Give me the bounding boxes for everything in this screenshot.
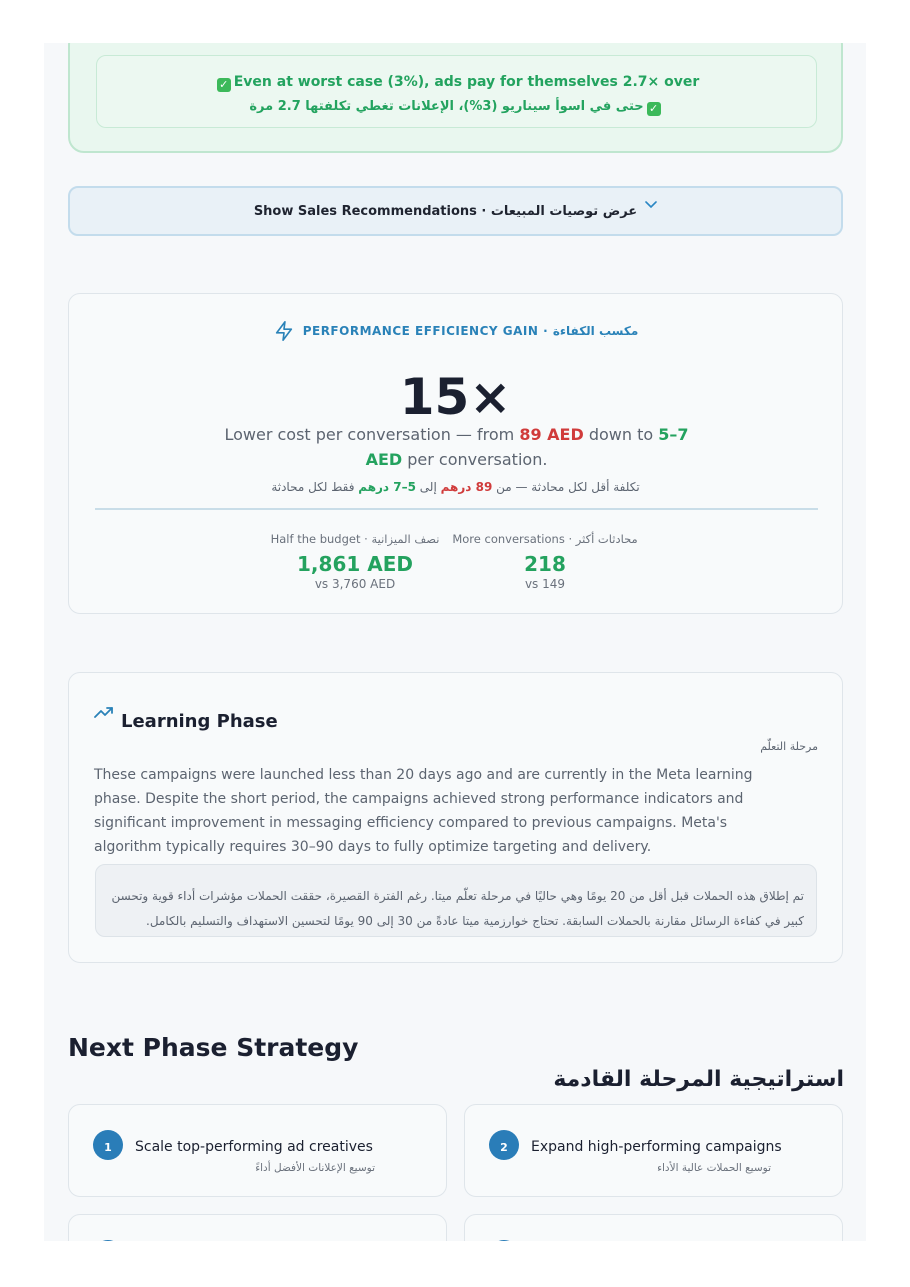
new-cost-value: 5–7 AED <box>365 425 689 469</box>
step-number-badge <box>93 1240 123 1241</box>
stat-comparison: vs 149 <box>524 577 566 591</box>
conversations-stat <box>449 532 641 591</box>
step-title-ar: توسيع الإعلانات الأفضل أداءً <box>255 1162 375 1174</box>
next-phase-title-ar: استراتيجية المرحلة القادمة <box>553 1067 844 1092</box>
stat-comparison: vs 3,760 AED <box>314 577 396 591</box>
desc-suffix: per conversation. <box>402 450 548 469</box>
stat-value: 218 <box>524 552 566 576</box>
next-phase-title: Next Phase Strategy <box>68 1033 359 1062</box>
performance-efficiency-card <box>68 293 843 614</box>
step-title: Expand high-performing campaigns <box>531 1139 782 1155</box>
ar-old-cost-value: 89 درهم <box>440 480 493 494</box>
step-title-ar: توسيع الحملات عالية الأداء <box>657 1162 771 1174</box>
learning-phase-body: These campaigns were launched less than 20 days ago and are currently in the Meta learning phase. Despite the short period, the campaigns achieved strong performance indicators and significant improvement in messaging efficiency compared to previous campaigns. Meta's algorithm typically requires 30–90 days to fully optimize targeting and delivery. <box>94 767 753 855</box>
chevron-down-icon <box>645 198 657 213</box>
ar-new-cost-value: 5–7 درهم <box>358 480 416 494</box>
worst-case-text-ar: حتى في اسوأ سيناريو (3%)، الإعلانات تغطي تكلفتها 2.7 مرة <box>249 99 644 114</box>
step-number-badge <box>489 1240 519 1241</box>
performance-title: PERFORMANCE EFFICIENCY GAIN · مكسب الكفاءة <box>302 324 639 338</box>
performance-header <box>69 319 842 343</box>
worst-case-text-en: Even at worst case (3%), ads pay for themselves 2.7× over <box>233 74 700 90</box>
show-sales-recommendations-button[interactable] <box>68 186 843 236</box>
strategy-step-card[interactable] <box>68 1104 447 1197</box>
learning-phase-body-ar: تم إطلاق هذه الحملات قبل أقل من 20 يومًا وهي حاليًا في مرحلة تعلّم ميتا. رغم الفترة القصيرة، حققت الحملات مؤشرات أداء قوية وتحسن كبير في كفاءة الرسائل مقارنة بالحملات السابقة. تحتاج خوارزمية ميتا عادةً من 30 إلى 90 يومًا لتحسين الاستهداف والتسليم بالكامل. <box>95 864 817 937</box>
worst-case-line-ar <box>97 99 816 116</box>
ar-desc-prefix: تكلفة أقل لكل محادثة — من <box>492 480 640 494</box>
learning-phase-title: Learning Phase <box>121 711 278 732</box>
step-title: Scale top-performing ad creatives <box>135 1139 373 1155</box>
worst-case-line-en <box>97 74 816 92</box>
worst-case-summary-card <box>68 43 843 153</box>
check-box-icon: ✓ <box>647 102 661 116</box>
desc-prefix: Lower cost per conversation — from <box>224 425 520 444</box>
old-cost-value: 89 AED <box>519 425 584 444</box>
sales-recommendations-label: Show Sales Recommendations · عرض توصيات المبيعات <box>253 203 638 219</box>
efficiency-multiplier: 15× <box>399 368 512 426</box>
check-box-icon: ✓ <box>217 78 231 92</box>
learning-phase-title-ar: مرحلة التعلّم <box>760 740 818 753</box>
strategy-step-card[interactable] <box>464 1214 843 1241</box>
stat-value: 1,861 AED <box>297 552 413 576</box>
stat-label: Half the budget · نصف الميزانية <box>270 532 440 546</box>
stat-label: More conversations · محادثات أكثر <box>452 532 638 546</box>
budget-stat <box>269 532 441 591</box>
desc-mid: down to <box>583 425 659 444</box>
performance-description-en <box>219 422 694 472</box>
learning-phase-card <box>68 672 843 963</box>
worst-case-callout <box>96 55 817 128</box>
strategy-step-card[interactable] <box>68 1214 447 1241</box>
report-page <box>44 43 866 1241</box>
lightning-icon <box>273 319 295 343</box>
ar-desc-suffix: فقط لكل محادثة <box>271 480 359 494</box>
step-number-badge: 2 <box>489 1130 519 1160</box>
divider <box>95 508 818 510</box>
ar-desc-mid: إلى <box>415 480 441 494</box>
strategy-step-card[interactable] <box>464 1104 843 1197</box>
step-number-badge: 1 <box>93 1130 123 1160</box>
performance-description-ar <box>69 480 842 494</box>
trending-up-icon <box>94 705 114 719</box>
